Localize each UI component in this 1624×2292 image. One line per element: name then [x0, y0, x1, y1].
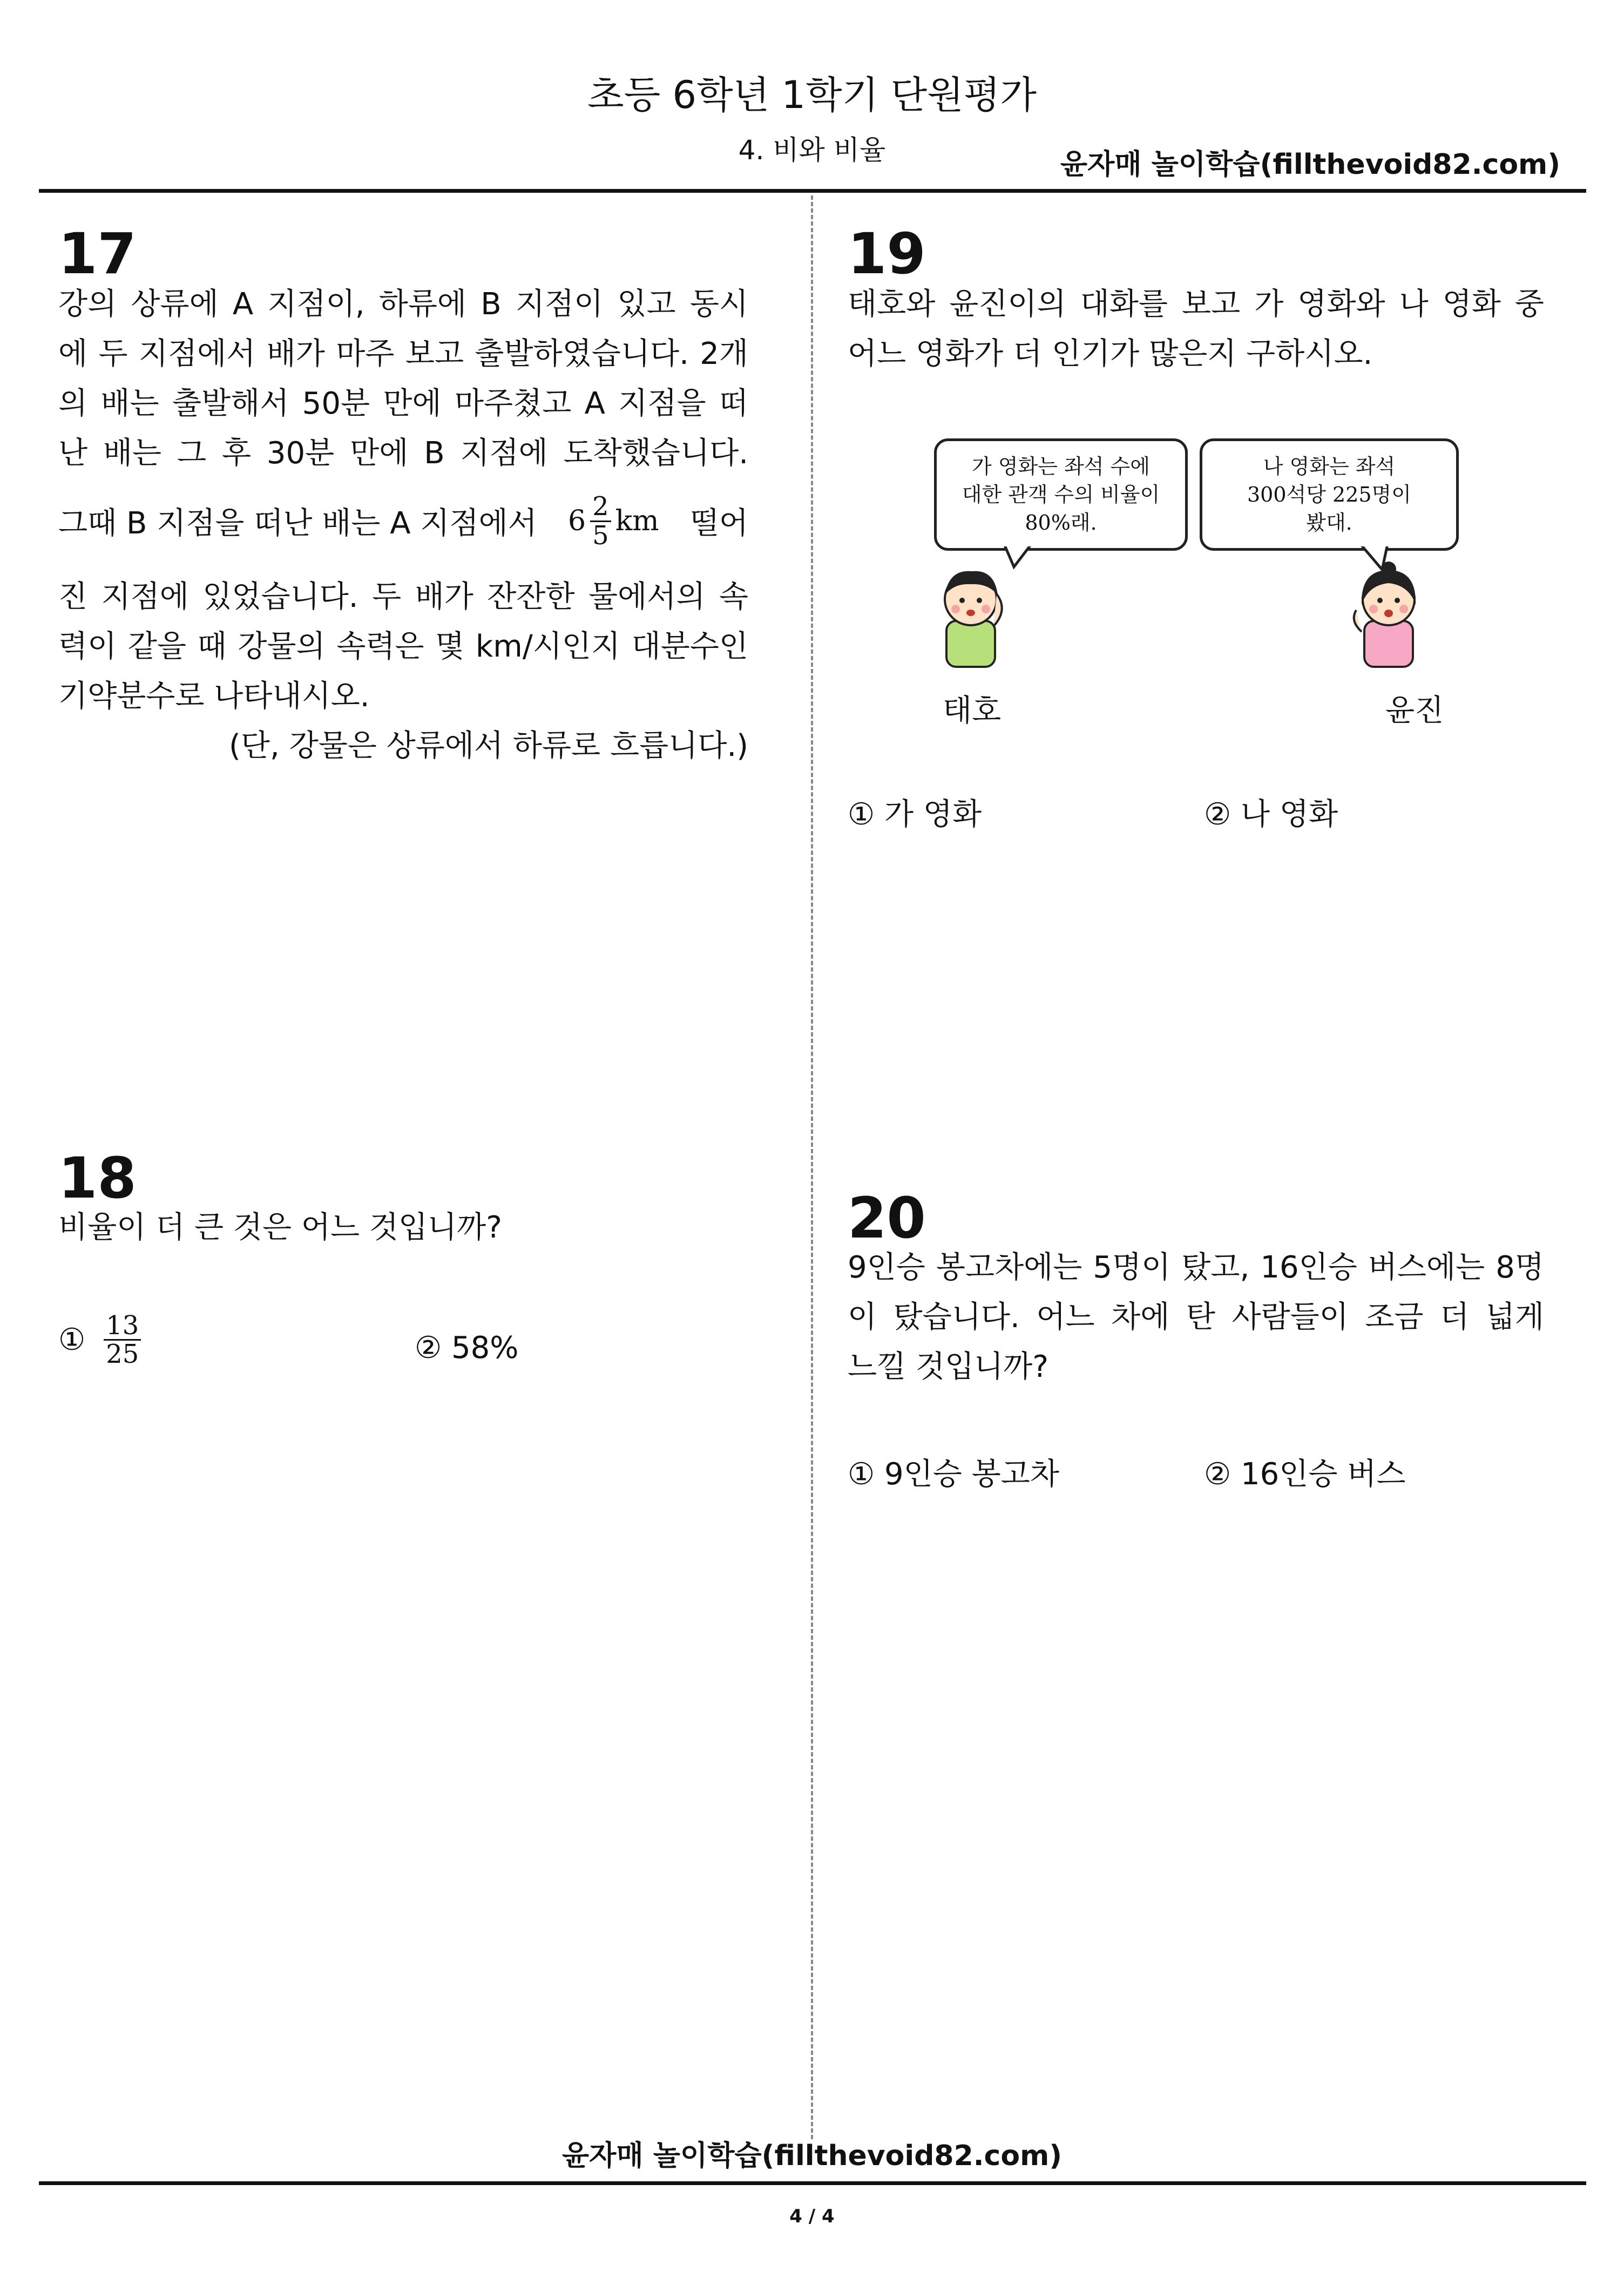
question-17-text: [58, 280, 748, 478]
choice-18-2[interactable]: ② 58%: [415, 1330, 519, 1365]
mixed-numerator: 2: [590, 493, 611, 522]
choice-18-1[interactable]: [58, 1312, 141, 1368]
name-taeho: 태호: [943, 693, 1002, 728]
question-20-text: [848, 1243, 1544, 1342]
page-number: 4 / 4: [789, 2206, 835, 2227]
mixed-whole: 6: [568, 505, 586, 537]
unit-km: km: [615, 505, 659, 537]
mixed-fraction: [590, 493, 611, 549]
question-number-20: 20: [848, 1185, 926, 1251]
choice-18-1-mark: ①: [58, 1322, 86, 1358]
bubble-left-line-2: 대한 관객 수의 비율이: [962, 483, 1160, 506]
bubble-right-line-3: 봤대.: [1306, 511, 1352, 535]
choice-19-1[interactable]: ① 가 영화: [848, 797, 982, 832]
speech-bubble-taeho: [934, 438, 1188, 551]
bubble-left-line-3: 80%래.: [1025, 511, 1097, 535]
question-19-text: [848, 280, 1544, 329]
q17-line-3: 의 배는 출발해서 50분 만에 마주쳤고 A 지점을 떠: [58, 386, 748, 421]
question-number-19: 19: [848, 221, 926, 287]
question-number-18: 18: [58, 1145, 137, 1211]
q17-line-8: 기약분수로 나타내시오.: [58, 679, 370, 714]
q17-line-5-post: 떨어: [689, 506, 748, 541]
speech-bubble-yunjin: [1200, 438, 1459, 551]
question-number-17: 17: [58, 221, 137, 287]
q17-line-6: 진 지점에 있었습니다. 두 배가 잔잔한 물에서의 속: [58, 579, 748, 614]
footer-rule: [39, 2181, 1586, 2185]
q20-line-3: 느낄 것입니까?: [848, 1349, 1049, 1384]
unit-subtitle: 4. 비와 비율: [738, 134, 886, 166]
column-divider: [811, 195, 813, 2139]
boy-character-icon: [928, 562, 1014, 670]
choice-18-1-denominator: 25: [106, 1339, 139, 1370]
choice-20-1[interactable]: ① 9인승 봉고차: [848, 1457, 1059, 1492]
bubble-right-line-2: 300석당 225명이: [1247, 483, 1411, 506]
q17-line-2: 에 두 지점에서 배가 마주 보고 출발하였습니다. 2개: [58, 336, 748, 371]
question-17-text-cont: [58, 572, 748, 672]
choice-18-1-fraction: [104, 1312, 141, 1368]
girl-character-icon: [1345, 562, 1432, 670]
q17-line-7: 력이 같을 때 강물의 속력은 몇 km/시인지 대분수인: [58, 629, 748, 664]
q17-line-1: 강의 상류에 A 지점이, 하류에 B 지점이 있고 동시: [58, 287, 748, 322]
q20-line-2: 이 탔습니다. 어느 차에 탄 사람들이 조금 더 넓게: [848, 1300, 1544, 1335]
q19-line-2: 어느 영화가 더 인기가 많은지 구하시오.: [848, 336, 1373, 371]
bubble-left-line-1: 가 영화는 좌석 수에: [972, 455, 1150, 478]
mixed-denominator: 5: [592, 520, 609, 551]
header-brand: 윤자매 놀이학습(fillthevoid82.com): [1060, 148, 1560, 181]
header-rule: [39, 189, 1586, 193]
mixed-number: [568, 493, 659, 549]
choice-18-1-numerator: 13: [104, 1312, 141, 1341]
choice-19-2[interactable]: ② 나 영화: [1204, 797, 1338, 832]
bubble-right-line-1: 나 영화는 좌석: [1263, 455, 1396, 478]
q20-line-1: 9인승 봉고차에는 5명이 탔고, 16인승 버스에는 8명: [848, 1250, 1544, 1285]
q17-line-4: 난 배는 그 후 30분 만에 B 지점에 도착했습니다.: [58, 436, 748, 471]
q17-line-5: [58, 486, 748, 556]
q19-line-1: 태호와 윤진이의 대화를 보고 가 영화와 나 영화 중: [848, 287, 1544, 322]
q17-line-5-pre: 그때 B 지점을 떠난 배는 A 지점에서: [58, 506, 537, 541]
name-yunjin: 윤진: [1385, 693, 1444, 728]
q17-note: (단, 강물은 상류에서 하류로 흐릅니다.): [229, 728, 748, 763]
question-18-text: 비율이 더 큰 것은 어느 것입니까?: [58, 1210, 502, 1245]
footer-brand: 윤자매 놀이학습(fillthevoid82.com): [561, 2140, 1063, 2172]
page-title: 초등 6학년 1학기 단원평가: [587, 73, 1037, 117]
choice-20-2[interactable]: ② 16인승 버스: [1204, 1457, 1406, 1492]
